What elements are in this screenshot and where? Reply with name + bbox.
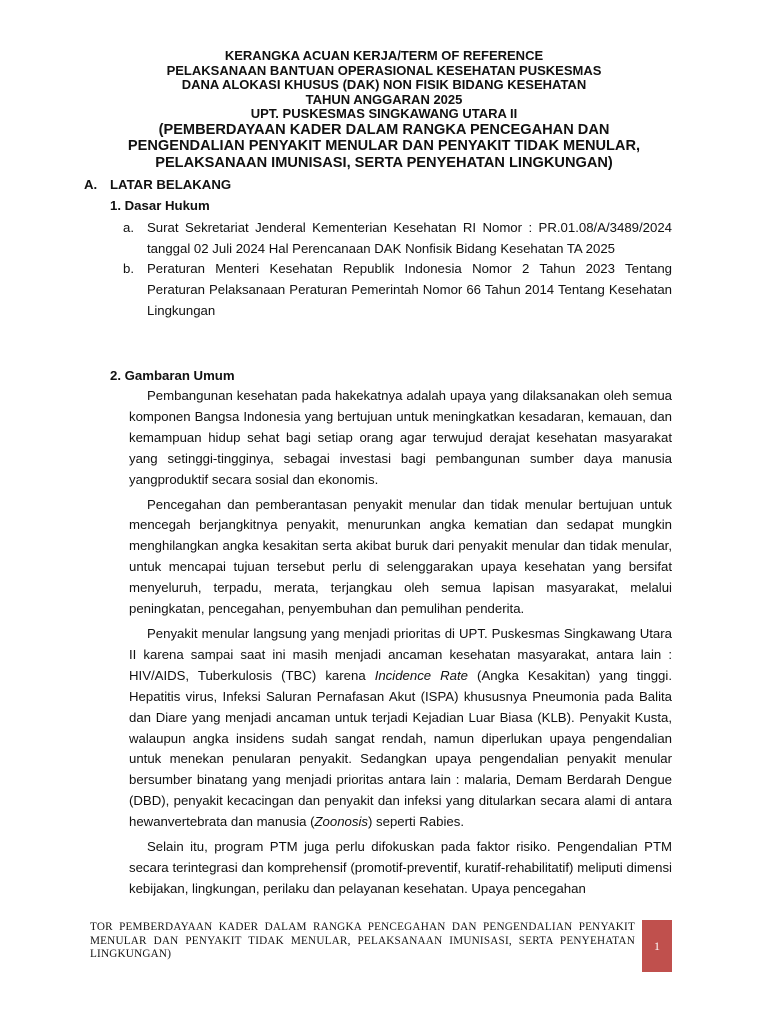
list-item-text: Surat Sekretariat Jenderal Kementerian Kesehatan RI Nomor : PR.01.08/A/3489/2024 tanggal 02 Juli 2024 Hal Perencanaan DAK Nonfisik Bidang Kesehatan TA 2025 bbox=[147, 220, 672, 256]
title-line: TAHUN ANGGARAN 2025 bbox=[305, 91, 463, 107]
section-label: LATAR BELAKANG bbox=[110, 177, 232, 192]
gambaran-umum-body bbox=[129, 386, 672, 904]
list-marker: a. bbox=[123, 220, 134, 235]
paragraph-text: ) seperti Rabies. bbox=[367, 814, 464, 830]
legal-basis-list bbox=[123, 218, 672, 322]
emphasis-term: Zoonosis bbox=[314, 814, 368, 830]
section-heading-latar-belakang bbox=[84, 177, 231, 192]
paragraph: Selain itu, program PTM juga perlu difokuskan pada faktor risiko. Pengendalian PTM secara terintegrasi dan komprehensif (promotif-preventif, kuratif-rehabilitatif) meliputi dimensi kebijakan, lingkungan, perilaku dan pelayanan kesehatan. Upaya pencegahan bbox=[129, 839, 672, 896]
page-number-badge: 1 bbox=[642, 920, 672, 972]
section-marker: A. bbox=[84, 177, 98, 192]
list-item bbox=[123, 218, 672, 259]
emphasis-term: Incidence Rate bbox=[374, 667, 469, 683]
title-subject-line: (PEMBERDAYAAN KADER DALAM RANGKA PENCEGAHAN DAN bbox=[158, 121, 610, 138]
title-line: DANA ALOKASI KHUSUS (DAK) NON FISIK BIDANG KESEHATAN bbox=[181, 77, 587, 92]
title-subject-line: PELAKSANAAN IMUNISASI, SERTA PENYEHATAN LINGKUNGAN) bbox=[155, 154, 613, 171]
document-title bbox=[60, 49, 708, 171]
list-marker: b. bbox=[123, 261, 134, 277]
page-footer: TOR PEMBERDAYAAN KADER DALAM RANGKA PENCEGAHAN DAN PENGENDALIAN PENYAKIT MENULAR DAN PENYAKIT TIDAK MENULAR, PELAKSANAAN IMUNISASI, SERTA PENYEHATAN LINGKUNGAN) bbox=[90, 921, 635, 960]
title-line: UPT. PUSKESMAS SINGKAWANG UTARA II bbox=[250, 106, 518, 121]
paragraph-text: Penyakit menular langsung yang menjadi prioritas di UPT. Puskesmas Singkawang Utara II karena sampai saat ini masih menjadi ancaman kesehatan masyarakat, antara lain : HIV/AIDS, Tuberkulosis (TBC) karena bbox=[129, 625, 672, 683]
title-subject-line: PENGENDALIAN PENYAKIT MENULAR DAN PENYAKIT TIDAK MENULAR, bbox=[127, 138, 641, 154]
list-item bbox=[123, 259, 672, 321]
subheading-gambaran-umum: 2. Gambaran Umum bbox=[110, 368, 235, 383]
paragraph: Pembangunan kesehatan pada hakekatnya adalah upaya yang dilaksanakan oleh semua komponen Bangsa Indonesia yang bertujuan untuk meningkatkan kesadaran, kemauan, dan kemampuan hidup sehat bagi setiap orang agar terwujud derajat kesehatan masyarakat yang setinggi-tingginya, sebagai investasi bagi pembangunan sumber daya manusia yangproduktif secara sosial dan ekonomis. bbox=[129, 388, 672, 487]
title-line: PELAKSANAAN BANTUAN OPERASIONAL KESEHATAN PUSKESMAS bbox=[166, 62, 602, 78]
paragraph-text: (Angka Kesakitan) yang tinggi. Hepatitis virus, Infeksi Saluran Pernafasan Akut (ISPA) khususnya Pneumonia pada Balita dan Diare yang menjadi ancaman untuk terjadi Kejadian Luar Biasa (KLB). Penyakit Kusta, walaupun angka insidens sudah sangat rendah, namun diperlukan upaya pengendalian untuk menekan penularan penyakit. Sedangkan upaya pengendalian penyakit menular bersumber binatang yang menjadi prioritas antara lain : malaria, Demam Berdarah Dengue (DBD), penyakit kecacingan dan penyakit dan infeksi yang ditularkan secara alami di antara hewanvertebrata dan manusia ( bbox=[129, 667, 672, 830]
title-line: KERANGKA ACUAN KERJA/TERM OF REFERENCE bbox=[224, 48, 544, 63]
list-item-text: Peraturan Menteri Kesehatan Republik Indonesia Nomor 2 Tahun 2023 Tentang Peraturan Pelaksanaan Peraturan Pemerintah Nomor 66 Tahun 2014 Tentang Kesehatan Lingkungan bbox=[147, 261, 672, 318]
paragraph: Pencegahan dan pemberantasan penyakit menular dan tidak menular bertujuan untuk mencegah berjangkitnya penyakit, menurunkan angka kematian dan sedapat mungkin menghilangkan angka kesakitan serta akibat buruk dari penyakit menular dan tidak menular, untuk mencapai tujuan tersebut perlu di selenggarakan upaya kesehatan yang bersifat menyeluruh, terpadu, merata, terjangkau oleh semua lapisan masyarakat, melalui peningkatan, pencegahan, penyembuhan dan pemulihan penderita. bbox=[129, 496, 672, 617]
subheading-dasar-hukum: 1. Dasar Hukum bbox=[110, 198, 210, 213]
paragraph bbox=[129, 624, 672, 833]
